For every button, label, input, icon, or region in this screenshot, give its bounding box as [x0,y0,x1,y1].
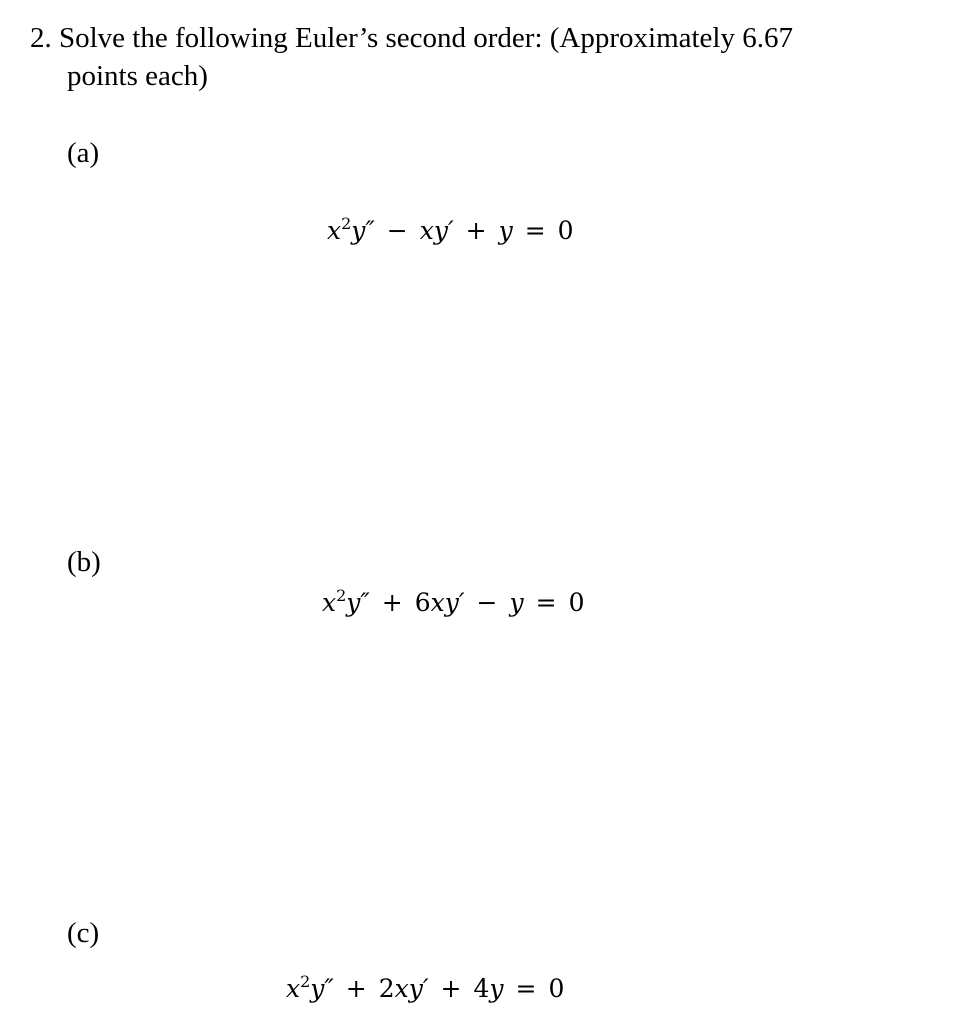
equals-sign: = [535,588,557,617]
term-x: x [322,588,337,617]
operator-1: − [386,216,408,245]
term-x: x [327,216,342,245]
equals-sign: = [524,216,546,245]
part-a-equation [327,209,574,246]
term-x: x [286,974,301,1003]
rhs-value: 0 [548,974,565,1003]
operator-1: + [381,588,403,617]
term-xy-prime: xy′ [394,974,429,1003]
operator-2: − [476,588,498,617]
part-b-equation [322,581,584,618]
question-text-line-2: points each) [67,60,208,92]
rhs-value: 0 [557,216,574,245]
term-y-second-derivative: y″ [346,588,370,617]
coefficient: 6 [414,588,431,617]
term-y: y [509,588,524,617]
part-c-equation [286,967,564,1004]
question-heading [30,19,930,95]
operator-1: + [345,974,367,1003]
operator-2: + [440,974,462,1003]
operator-2: + [465,216,487,245]
coefficient: 2 [378,974,395,1003]
part-b-label: (b) [67,546,101,578]
coefficient: 4 [473,974,490,1003]
question-text-line-1: 2. Solve the following Euler’s second order: (Approximately 6.67 [30,22,793,54]
equals-sign: = [515,974,537,1003]
rhs-value: 0 [568,588,585,617]
term-y: y [489,974,504,1003]
exponent: 2 [341,214,352,233]
exponent: 2 [336,586,347,605]
term-xy-prime: xy′ [430,588,465,617]
term-y-second-derivative: y″ [310,974,334,1003]
term-y: y [498,216,513,245]
term-y-second-derivative: y″ [351,216,375,245]
term-xy-prime: xy′ [419,216,454,245]
part-a-label: (a) [67,137,100,169]
exponent: 2 [300,972,311,991]
part-c-label: (c) [67,917,100,949]
